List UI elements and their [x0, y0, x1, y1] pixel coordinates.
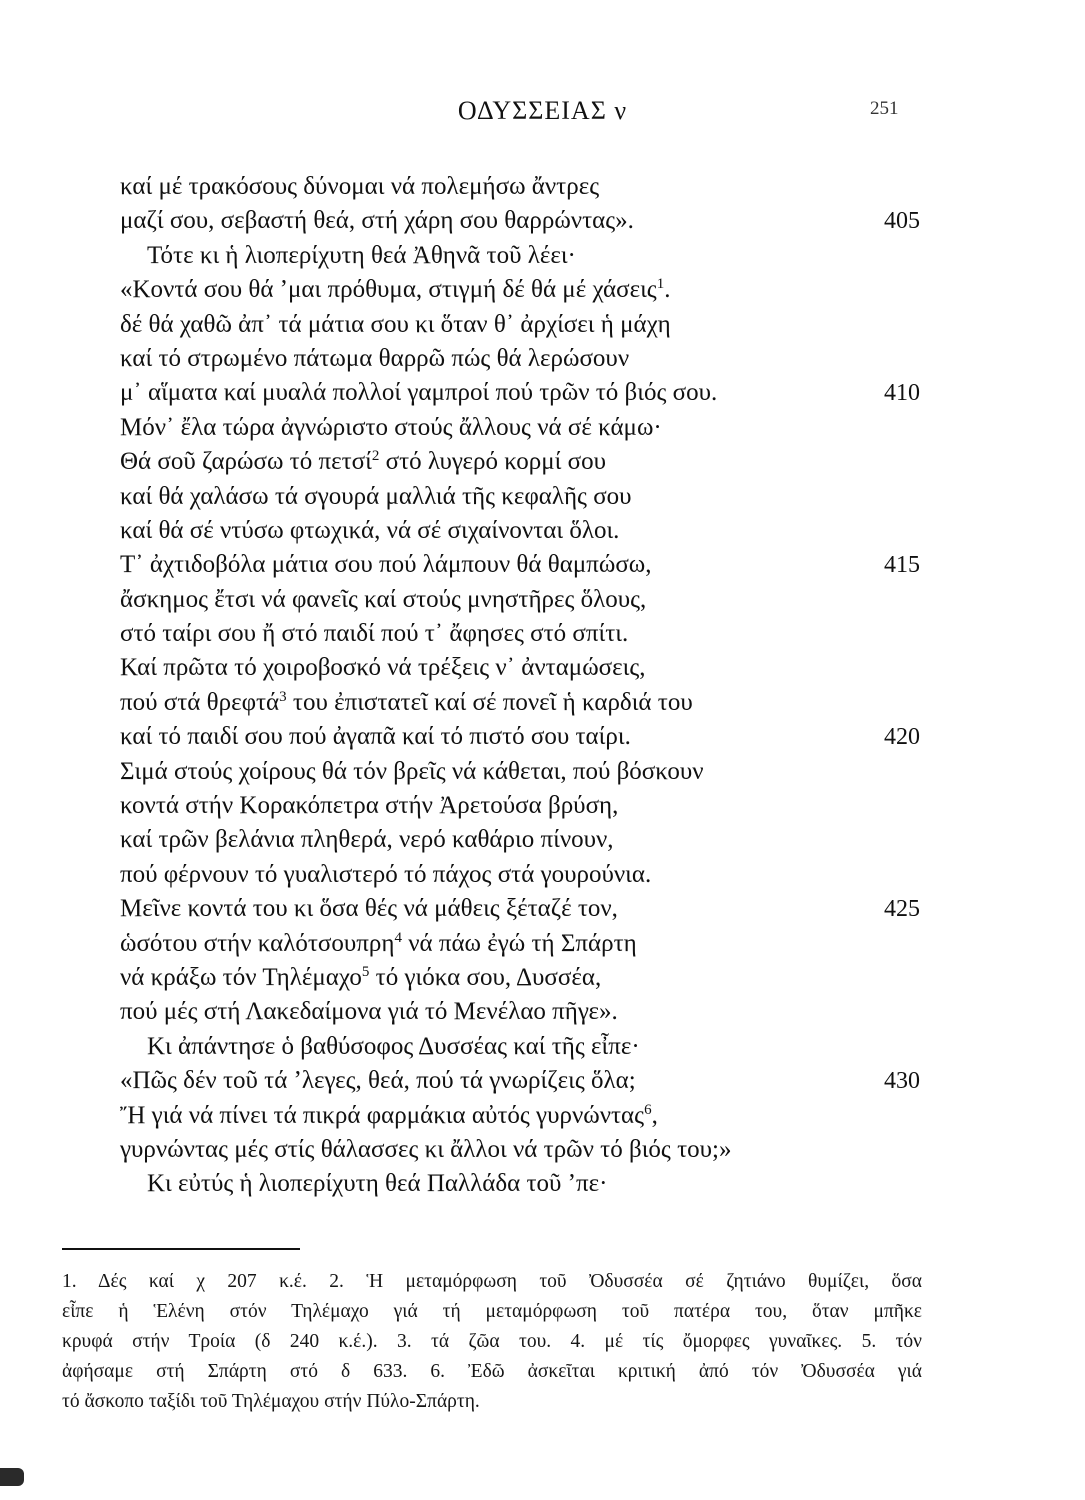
line-number: 420	[884, 724, 920, 751]
verse-segment: «Πῶς δέν τοῦ τά ʼλεγες, θεά, πού τά γνωρίζεις ὅλα;	[120, 1067, 636, 1095]
footnote-line: κρυφά στήν Τροία (δ 240 κ.έ.). 3. τά ζῶα του. 4. μέ τίς ὄμορφες γυναῖκες. 5. τόν	[62, 1331, 922, 1352]
verse-segment: Τ᾿ ἀχτιδοβόλα μάτια σου πού λάμπουν θά θαμπώσω,	[120, 551, 652, 579]
verse-line	[120, 480, 920, 514]
verse-line	[120, 1133, 920, 1167]
verse-line	[120, 583, 920, 617]
footnote-line: ἀφήσαμε στή Σπάρτη στό δ 633. 6. Ἐδῶ ἀσκεῖται κριτική ἀπό τόν Ὀδυσσέα γιά	[62, 1361, 922, 1382]
verse-text	[120, 686, 693, 720]
verse-text	[120, 170, 599, 204]
verse-segment: «Κοντά σου θά ʼμαι πρόθυμα, στιγμή δέ θά μέ χάσεις	[120, 276, 657, 304]
verse-text	[120, 651, 646, 685]
verse-segment: καί τό παιδί σου πού ἀγαπᾶ καί τό πιστό σου ταίρι.	[120, 723, 631, 751]
verse-segment: καί τό στρωμένο πάτωμα θαρρῶ πώς θά λερώσουν	[120, 344, 630, 372]
verse-text	[120, 548, 652, 582]
verse-line	[120, 1030, 920, 1064]
verse-segment: κοντά στήν Κορακόπετρα στήν Ἀρετούσα βρύση,	[120, 792, 619, 820]
verse-line	[120, 858, 920, 892]
verse-segment: .	[664, 276, 671, 304]
verse-segment: καί θά χαλάσω τά σγουρά μαλλιά τῆς κεφαλῆς σου	[120, 482, 632, 510]
verse-segment: τό γιόκα σου, Δυσσέα,	[369, 963, 602, 991]
footnote-line: εἶπε ἡ Ἑλένη στόν Τηλέμαχο γιά τή μεταμόρφωση τοῦ πατέρα του, ὅταν μπῆκε	[62, 1301, 922, 1322]
verse-text	[120, 961, 601, 995]
verse-text	[120, 583, 646, 617]
verse-text	[120, 789, 618, 823]
verse-text	[120, 480, 632, 514]
footnote-marker: 5	[361, 963, 370, 980]
verse-text	[120, 720, 631, 754]
verse-line	[120, 961, 920, 995]
footnote-line: τό ἄσκοπο ταξίδι τοῦ Τηλέμαχου στήν Πύλο-Σπάρτη.	[62, 1391, 480, 1412]
verse-line	[120, 170, 920, 204]
verse-line	[120, 789, 920, 823]
verse-segment: μ᾿ αἵματα καί μυαλά πολλοί γαμπροί πού τρῶν τό βιός σου.	[120, 379, 718, 407]
verse-line	[120, 755, 920, 789]
poem-text	[120, 170, 920, 1202]
footnote-marker: 2	[371, 448, 380, 465]
verse-text	[120, 823, 614, 857]
verse-line	[120, 411, 920, 445]
verse-segment: Κι εὐτύς ἡ λιοπερίχυτη θεά Παλλάδα τοῦ ʼπε·	[147, 1170, 608, 1198]
verse-text	[120, 892, 618, 926]
verse-segment: γυρνώντας μές στίς θάλασσες κι ἄλλοι νά τρῶν τό βιός του;»	[120, 1135, 732, 1163]
footnote-marker: 4	[394, 929, 402, 946]
verse-text	[120, 1030, 640, 1064]
verse-text	[120, 1133, 731, 1167]
verse-line	[120, 273, 920, 307]
footnotes	[62, 1267, 922, 1417]
verse-segment: πού φέρνουν τό γυαλιστερό τό πάχος στά γουρούνια.	[120, 860, 652, 888]
verse-line	[120, 239, 920, 273]
verse-line	[120, 995, 920, 1029]
line-number: 430	[884, 1068, 920, 1095]
verse-segment: πού μές στή Λακεδαίμονα γιά τό Μενέλαο πῆγε».	[120, 998, 618, 1026]
verse-line	[120, 720, 920, 754]
verse-segment: ὡσότου στήν καλότσουπρη	[120, 929, 395, 957]
verse-line	[120, 617, 920, 651]
verse-text	[120, 1167, 607, 1201]
verse-line	[120, 342, 920, 376]
verse-text	[120, 308, 671, 342]
line-number: 410	[884, 380, 920, 407]
page-edge-mark	[0, 1468, 24, 1486]
footnote-rule	[62, 1248, 300, 1250]
verse-line	[120, 548, 920, 582]
verse-line	[120, 308, 920, 342]
verse-text	[120, 617, 628, 651]
verse-segment: ἄσκημος ἔτσι νά φανεῖς καί στούς μνηστῆρες ὅλους,	[120, 585, 647, 613]
footnote-marker: 6	[644, 1101, 652, 1118]
verse-segment: δέ θά χαθῶ ἀπ᾿ τά μάτια σου κι ὅταν θ᾿ ἀρχίσει ἡ μάχη	[120, 310, 671, 338]
verse-segment: Ἤ γιά νά πίνει τά πικρά φαρμάκια αὐτός γυρνώντας	[120, 1101, 645, 1129]
verse-line	[120, 1064, 920, 1098]
verse-line	[120, 927, 920, 961]
verse-segment: νά πάω ἐγώ τή Σπάρτη	[401, 929, 637, 957]
verse-line	[120, 823, 920, 857]
verse-segment: ,	[651, 1101, 658, 1129]
verse-segment: μαζί σου, σεβαστή θεά, στή χάρη σου θαρρώντας».	[120, 207, 634, 235]
verse-segment: καί μέ τρακόσους δύνομαι νά πολεμήσω ἄντρες	[120, 173, 600, 200]
verse-text	[120, 411, 662, 445]
verse-line	[120, 1099, 920, 1133]
verse-text	[120, 376, 717, 410]
verse-segment: στό λυγερό κορμί σου	[379, 448, 607, 476]
verse-text	[120, 755, 704, 789]
footnote-marker: 3	[279, 688, 287, 705]
line-number: 425	[884, 896, 920, 923]
verse-text	[120, 927, 637, 961]
verse-line	[120, 892, 920, 926]
verse-segment: του ἐπιστατεῖ καί σέ πονεῖ ἡ καρδιά του	[286, 688, 693, 716]
verse-segment: Σιμά στούς χοίρους θά τόν βρεῖς νά κάθεται, πού βόσκουν	[120, 757, 704, 785]
verse-line	[120, 204, 920, 238]
verse-segment: Τότε κι ἡ λιοπερίχυτη θεά Ἀθηνᾶ τοῦ λέει·	[147, 241, 576, 269]
verse-text	[120, 239, 576, 273]
verse-line	[120, 651, 920, 685]
verse-segment: Θά σοῦ ζαρώσω τό πετσί	[120, 448, 372, 476]
verse-line	[120, 686, 920, 720]
line-number: 405	[884, 208, 920, 235]
verse-line	[120, 445, 920, 479]
verse-text	[120, 342, 629, 376]
line-number: 415	[884, 552, 920, 579]
footnote-line: 1. Δές καί χ 207 κ.έ. 2. Ἡ μεταμόρφωση τοῦ Ὀδυσσέα σέ ζητιάνο θυμίζει, ὅσα	[62, 1271, 922, 1292]
running-head: ΟΔΥΣΣΕΙΑΣ ν	[457, 96, 628, 125]
verse-segment: καί θά σέ ντύσω φτωχικά, νά σέ σιχαίνονται ὅλοι.	[120, 516, 620, 544]
footnote-marker: 1	[656, 276, 665, 293]
verse-text	[120, 445, 606, 479]
verse-text	[120, 858, 651, 892]
verse-segment: στό ταίρι σου ἤ στό παιδί πού τ᾿ ἄφησες στό σπίτι.	[120, 620, 629, 648]
verse-text	[120, 995, 618, 1029]
verse-segment: νά κράξω τόν Τηλέμαχο	[120, 963, 362, 991]
verse-text	[120, 1064, 636, 1098]
verse-text	[120, 204, 634, 238]
verse-segment: Μόν᾿ ἔλα τώρα ἀγνώριστο στούς ἄλλους νά σέ κάμω·	[120, 413, 662, 441]
verse-line	[120, 514, 920, 548]
verse-segment: Κι ἀπάντησε ὁ βαθύσοφος Δυσσέας καί τῆς εἶπε·	[147, 1032, 640, 1060]
verse-segment: Καί πρῶτα τό χοιροβοσκό νά τρέξεις ν᾿ ἀνταμώσεις,	[120, 654, 646, 682]
page-number: 251	[870, 98, 899, 119]
verse-segment: πού στά θρεφτά	[120, 688, 280, 716]
verse-text	[120, 1099, 658, 1133]
verse-line	[120, 376, 920, 410]
verse-segment: Μεῖνε κοντά του κι ὅσα θές νά μάθεις ξέταζέ τον,	[120, 895, 618, 923]
verse-text	[120, 273, 670, 307]
verse-line	[120, 1167, 920, 1201]
verse-segment: καί τρῶν βελάνια πληθερά, νερό καθάριο πίνουν,	[120, 826, 614, 854]
verse-text	[120, 514, 619, 548]
